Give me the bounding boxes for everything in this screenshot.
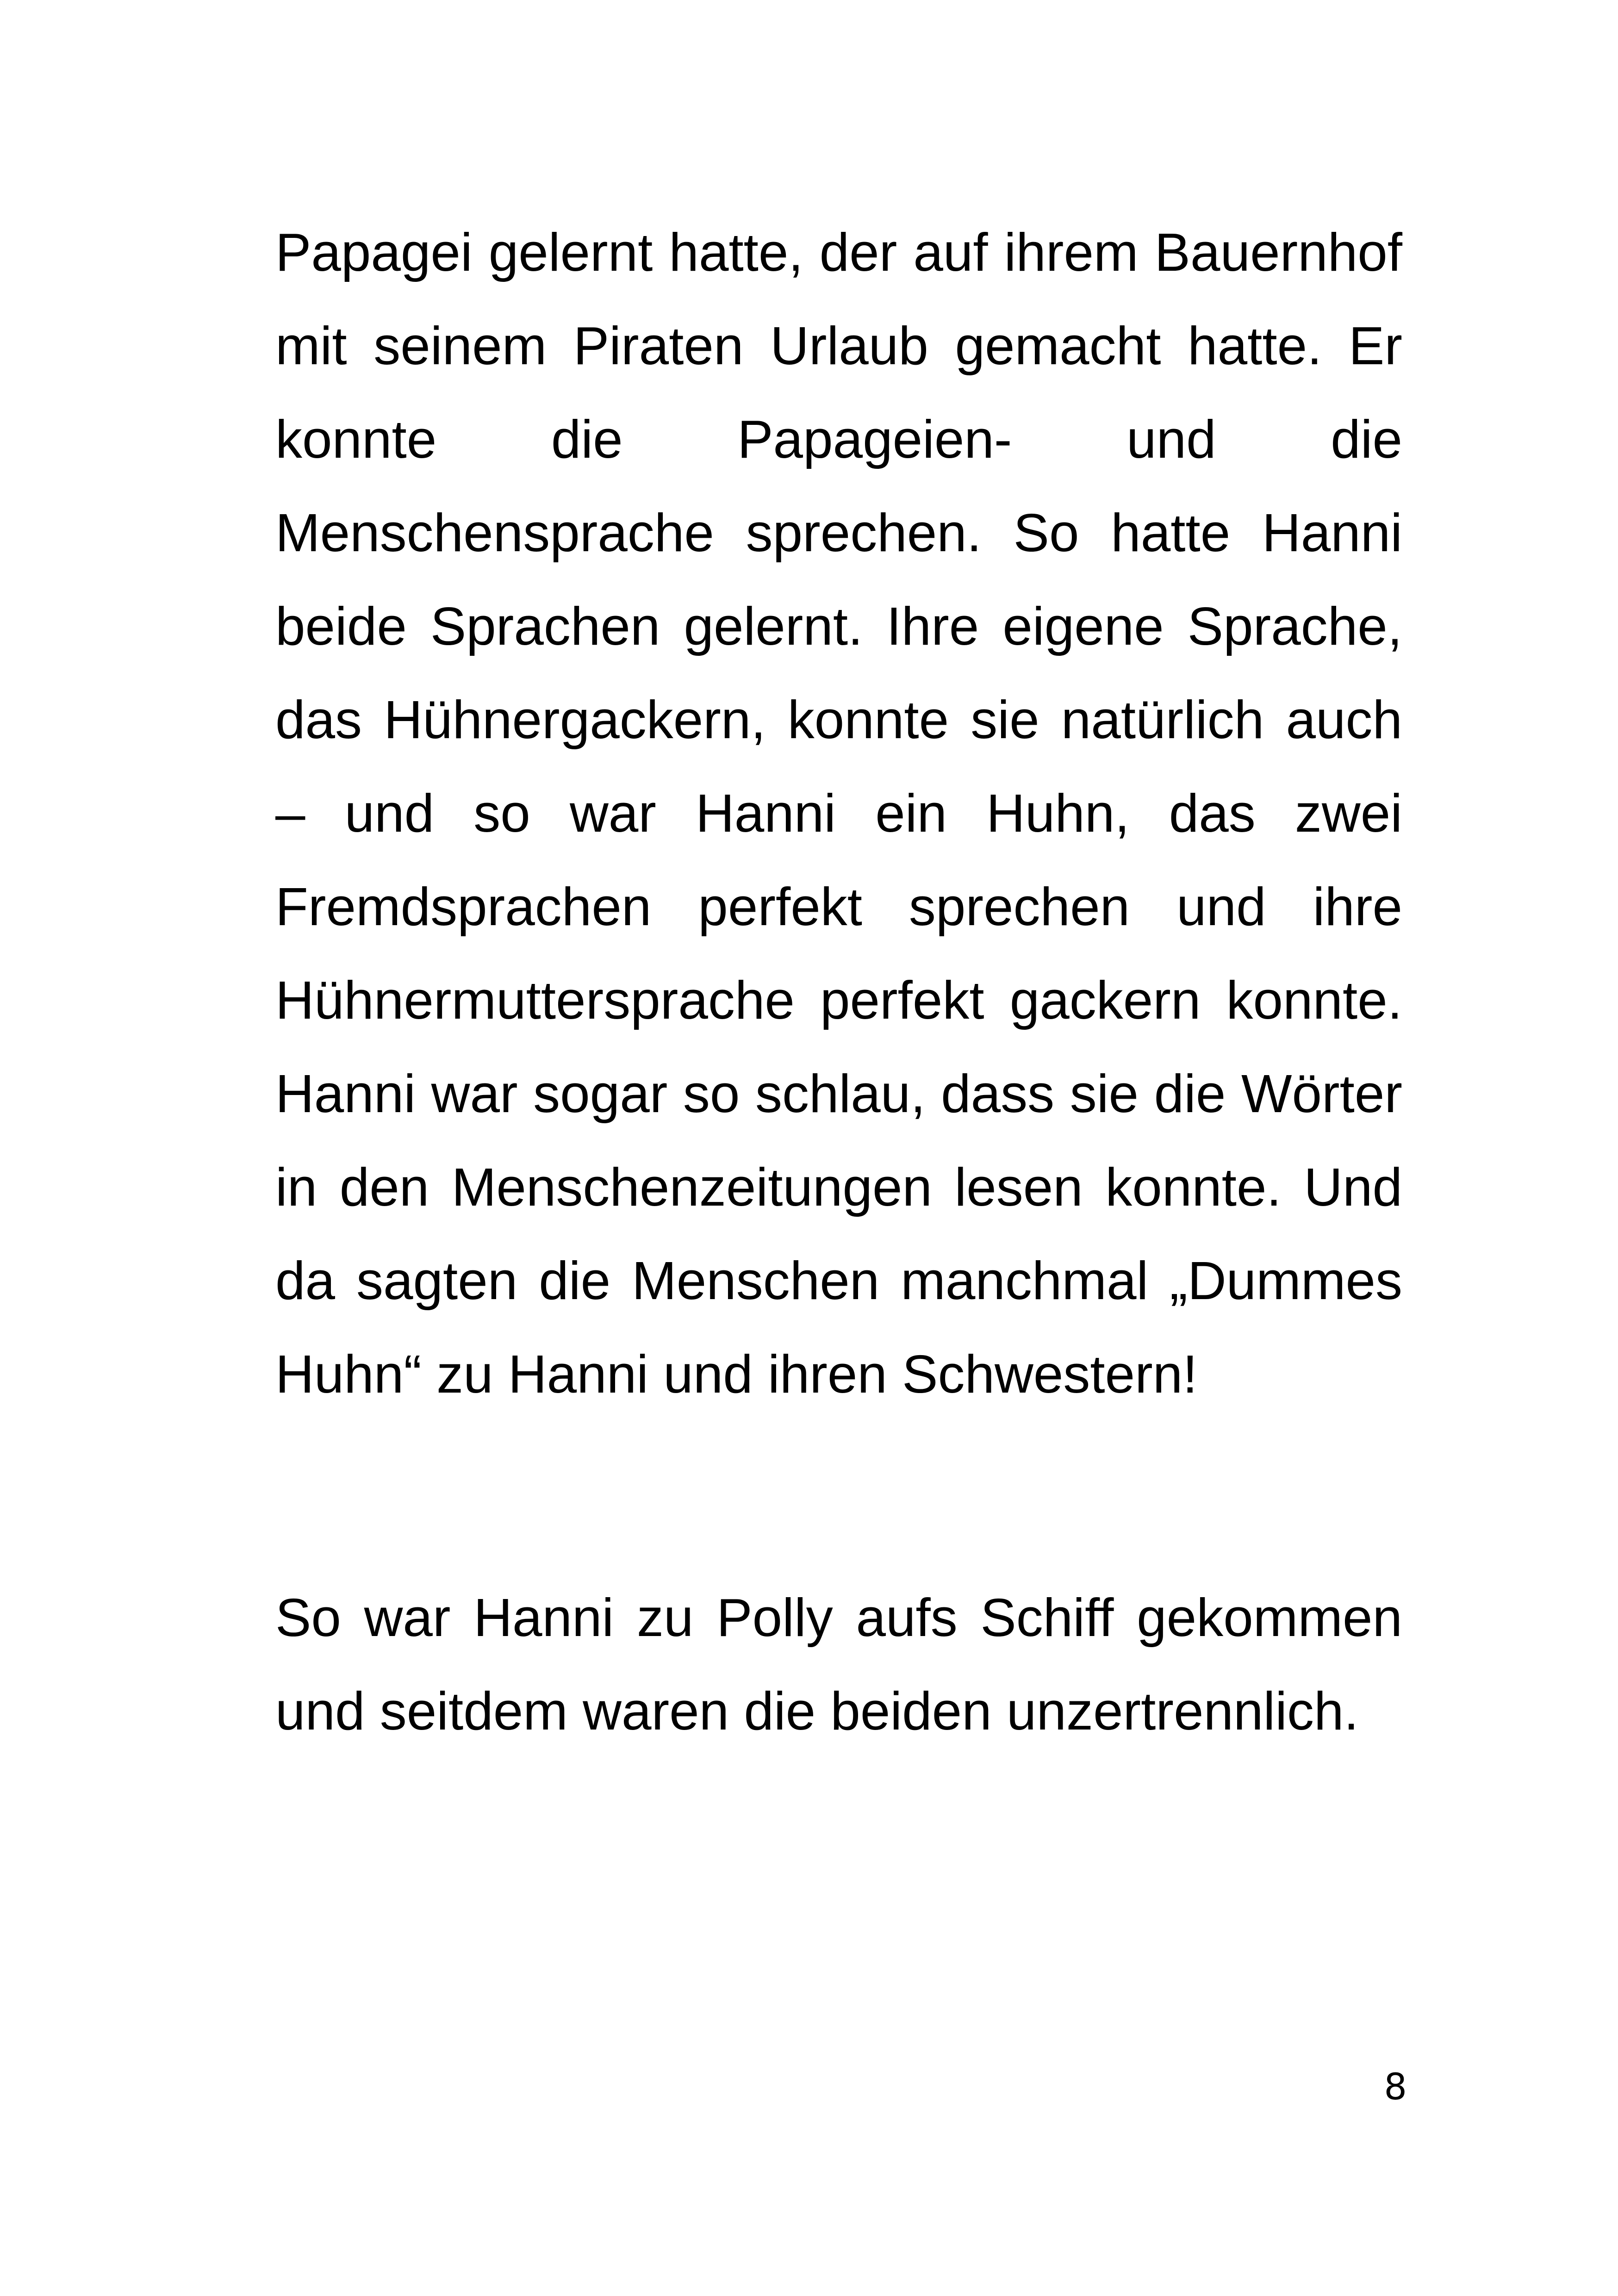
body-paragraph-1: Papagei gelernt hatte, der auf ihrem Bauernhof mit seinem Piraten Urlaub gemacht hatte. Er konnte die Papageien- und die Menschensprache sprechen. So hatte Hanni beide Sprachen gelernt. Ihre eigene Sprache, das Hühnergackern, konnte sie natürlich auch – und so war Hanni ein Huhn, das zwei Fremdsprachen perfekt sprechen und ihre Hühnermuttersprache perfekt gackern konnte. Hanni war sogar so schlau, dass sie die Wörter in den Menschenzeitungen lesen konnte. Und da sagten die Menschen manchmal „Dummes Huhn“ zu Hanni und ihren Schwestern! [275,222,1402,1404]
page-number: 8 [1384,2066,1407,2108]
body-paragraph-2: So war Hanni zu Polly aufs Schiff gekommen und seitdem waren die beiden unzertrennlich. [275,1587,1402,1741]
